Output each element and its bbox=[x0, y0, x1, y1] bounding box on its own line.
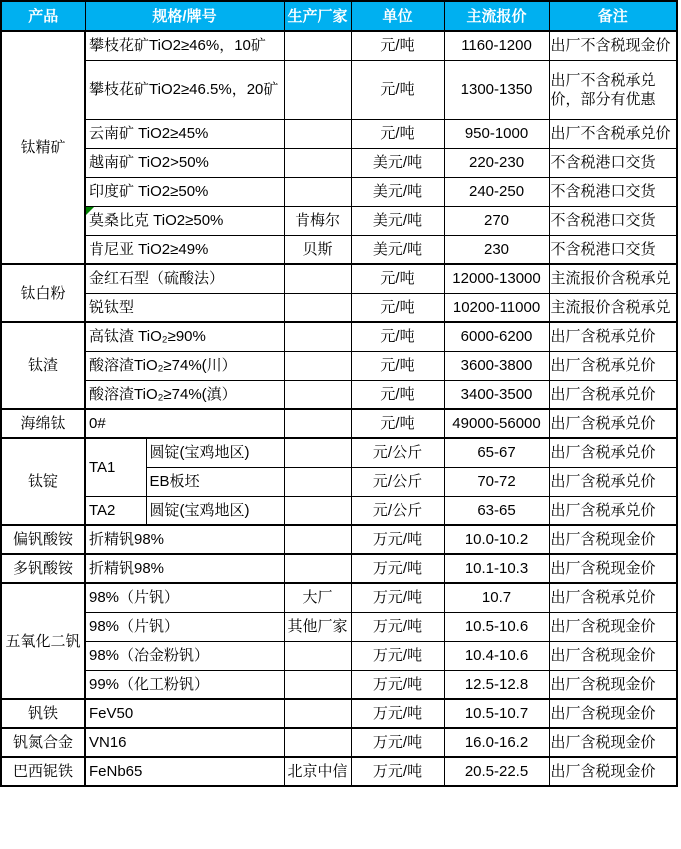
unit-cell: 元/吨 bbox=[351, 351, 444, 380]
manufacturer-cell bbox=[284, 322, 351, 351]
unit-cell: 万元/吨 bbox=[351, 641, 444, 670]
price-cell: 12000-13000 bbox=[444, 264, 549, 293]
product-cell: 偏钒酸铵 bbox=[1, 525, 85, 554]
unit-cell: 万元/吨 bbox=[351, 554, 444, 583]
product-cell: 钒氮合金 bbox=[1, 728, 85, 757]
product-cell: 巴西铌铁 bbox=[1, 757, 85, 786]
note-cell: 出厂含税现金价 bbox=[549, 670, 677, 699]
unit-cell: 元/吨 bbox=[351, 293, 444, 322]
spec-cell: 金红石型（硫酸法） bbox=[85, 264, 284, 293]
spec-cell: 攀枝花矿TiO2≥46%，10矿 bbox=[85, 31, 284, 60]
spec-cell: 攀枝花矿TiO2≥46.5%，20矿 bbox=[85, 60, 284, 119]
price-cell: 10.4-10.6 bbox=[444, 641, 549, 670]
table-row bbox=[1, 525, 677, 554]
spec-cell: 酸溶渣TiO₂≥74%(川） bbox=[85, 351, 284, 380]
spec-cell: FeV50 bbox=[85, 699, 284, 728]
spec-cell: 圆锭(宝鸡地区) bbox=[146, 438, 284, 467]
price-cell: 20.5-22.5 bbox=[444, 757, 549, 786]
price-cell: 1300-1350 bbox=[444, 60, 549, 119]
product-cell: 钛白粉 bbox=[1, 264, 85, 322]
table-row bbox=[1, 554, 677, 583]
price-cell: 16.0-16.2 bbox=[444, 728, 549, 757]
manufacturer-cell bbox=[284, 525, 351, 554]
note-cell: 出厂含税承兑价 bbox=[549, 380, 677, 409]
note-cell: 不含税港口交货 bbox=[549, 177, 677, 206]
manufacturer-cell bbox=[284, 467, 351, 496]
header-manufacturer: 生产厂家 bbox=[284, 1, 351, 31]
table-row bbox=[1, 670, 677, 699]
unit-cell: 元/吨 bbox=[351, 119, 444, 148]
price-cell: 49000-56000 bbox=[444, 409, 549, 438]
header-row bbox=[1, 1, 677, 31]
unit-cell: 元/吨 bbox=[351, 31, 444, 60]
note-cell: 不含税港口交货 bbox=[549, 235, 677, 264]
spec-cell: 印度矿 TiO2≥50% bbox=[85, 177, 284, 206]
manufacturer-cell: 大厂 bbox=[284, 583, 351, 612]
note-cell: 不含税港口交货 bbox=[549, 148, 677, 177]
manufacturer-cell: 肯梅尔 bbox=[284, 206, 351, 235]
unit-cell: 元/吨 bbox=[351, 264, 444, 293]
table-row bbox=[1, 31, 677, 60]
unit-cell: 元/公斤 bbox=[351, 467, 444, 496]
note-cell: 出厂不含税现金价 bbox=[549, 31, 677, 60]
note-cell: 出厂含税现金价 bbox=[549, 525, 677, 554]
note-cell: 出厂含税现金价 bbox=[549, 757, 677, 786]
unit-cell: 万元/吨 bbox=[351, 728, 444, 757]
note-cell: 出厂含税承兑价 bbox=[549, 496, 677, 525]
price-cell: 10200-11000 bbox=[444, 293, 549, 322]
note-cell: 出厂不含税承兑价 bbox=[549, 119, 677, 148]
spec-text: 莫桑比克 TiO2≥50% bbox=[89, 212, 224, 229]
unit-cell: 美元/吨 bbox=[351, 148, 444, 177]
table-row bbox=[1, 757, 677, 786]
product-cell: 海绵钛 bbox=[1, 409, 85, 438]
table-row bbox=[1, 60, 677, 119]
unit-cell: 万元/吨 bbox=[351, 757, 444, 786]
note-cell: 主流报价含税承兑 bbox=[549, 293, 677, 322]
manufacturer-cell bbox=[284, 60, 351, 119]
spec-cell: 98%（片钒） bbox=[85, 583, 284, 612]
unit-cell: 万元/吨 bbox=[351, 583, 444, 612]
price-cell: 240-250 bbox=[444, 177, 549, 206]
table-row bbox=[1, 438, 677, 467]
manufacturer-cell bbox=[284, 177, 351, 206]
unit-cell: 元/吨 bbox=[351, 380, 444, 409]
manufacturer-cell bbox=[284, 293, 351, 322]
table-row bbox=[1, 641, 677, 670]
note-cell: 出厂含税现金价 bbox=[549, 699, 677, 728]
note-cell: 出厂不含税承兑价，部分有优惠 bbox=[549, 60, 677, 119]
price-cell: 10.5-10.7 bbox=[444, 699, 549, 728]
manufacturer-cell bbox=[284, 409, 351, 438]
product-cell: 钒铁 bbox=[1, 699, 85, 728]
spec-cell: 折精钒98% bbox=[85, 554, 284, 583]
table-row bbox=[1, 583, 677, 612]
note-cell: 出厂含税现金价 bbox=[549, 612, 677, 641]
unit-cell: 元/公斤 bbox=[351, 438, 444, 467]
unit-cell: 万元/吨 bbox=[351, 525, 444, 554]
unit-cell: 万元/吨 bbox=[351, 699, 444, 728]
manufacturer-cell bbox=[284, 119, 351, 148]
table-row bbox=[1, 496, 677, 525]
table-row bbox=[1, 206, 677, 235]
price-cell: 70-72 bbox=[444, 467, 549, 496]
spec-cell: 折精钒98% bbox=[85, 525, 284, 554]
table-row bbox=[1, 235, 677, 264]
manufacturer-cell: 北京中信 bbox=[284, 757, 351, 786]
manufacturer-cell bbox=[284, 728, 351, 757]
note-cell: 出厂含税承兑价 bbox=[549, 438, 677, 467]
table-row bbox=[1, 119, 677, 148]
product-cell: 五氧化二钒 bbox=[1, 583, 85, 699]
unit-cell: 元/公斤 bbox=[351, 496, 444, 525]
unit-cell: 美元/吨 bbox=[351, 177, 444, 206]
manufacturer-cell bbox=[284, 670, 351, 699]
table-row bbox=[1, 699, 677, 728]
price-cell: 10.1-10.3 bbox=[444, 554, 549, 583]
price-cell: 3600-3800 bbox=[444, 351, 549, 380]
unit-cell: 元/吨 bbox=[351, 60, 444, 119]
note-cell: 不含税港口交货 bbox=[549, 206, 677, 235]
table-row bbox=[1, 728, 677, 757]
manufacturer-cell: 其他厂家 bbox=[284, 612, 351, 641]
unit-cell: 美元/吨 bbox=[351, 235, 444, 264]
spec-cell: EB板坯 bbox=[146, 467, 284, 496]
unit-cell: 元/吨 bbox=[351, 409, 444, 438]
price-cell: 950-1000 bbox=[444, 119, 549, 148]
price-cell: 65-67 bbox=[444, 438, 549, 467]
manufacturer-cell bbox=[284, 264, 351, 293]
price-cell: 1160-1200 bbox=[444, 31, 549, 60]
spec-cell: 高钛渣 TiO₂≥90% bbox=[85, 322, 284, 351]
manufacturer-cell bbox=[284, 699, 351, 728]
table-row bbox=[1, 612, 677, 641]
manufacturer-cell bbox=[284, 380, 351, 409]
spec-cell: FeNb65 bbox=[85, 757, 284, 786]
unit-cell: 万元/吨 bbox=[351, 670, 444, 699]
note-cell: 出厂含税现金价 bbox=[549, 641, 677, 670]
manufacturer-cell bbox=[284, 438, 351, 467]
unit-cell: 美元/吨 bbox=[351, 206, 444, 235]
table-row bbox=[1, 148, 677, 177]
manufacturer-cell: 贝斯 bbox=[284, 235, 351, 264]
note-cell: 出厂含税承兑价 bbox=[549, 467, 677, 496]
product-cell: 多钒酸铵 bbox=[1, 554, 85, 583]
price-cell: 10.0-10.2 bbox=[444, 525, 549, 554]
grade-cell: TA2 bbox=[85, 496, 146, 525]
price-cell: 6000-6200 bbox=[444, 322, 549, 351]
product-cell: 钛精矿 bbox=[1, 31, 85, 264]
spec-cell: 锐钛型 bbox=[85, 293, 284, 322]
header-product: 产品 bbox=[1, 1, 85, 31]
manufacturer-cell bbox=[284, 496, 351, 525]
price-cell: 10.7 bbox=[444, 583, 549, 612]
header-unit: 单位 bbox=[351, 1, 444, 31]
spec-cell: 酸溶渣TiO₂≥74%(滇） bbox=[85, 380, 284, 409]
header-spec: 规格/牌号 bbox=[85, 1, 284, 31]
manufacturer-cell bbox=[284, 148, 351, 177]
table-row bbox=[1, 409, 677, 438]
price-cell: 3400-3500 bbox=[444, 380, 549, 409]
manufacturer-cell bbox=[284, 351, 351, 380]
spec-cell: 越南矿 TiO2>50% bbox=[85, 148, 284, 177]
price-cell: 220-230 bbox=[444, 148, 549, 177]
table-row bbox=[1, 293, 677, 322]
manufacturer-cell bbox=[284, 641, 351, 670]
spec-cell: VN16 bbox=[85, 728, 284, 757]
note-cell: 出厂含税承兑价 bbox=[549, 322, 677, 351]
note-cell: 出厂含税承兑价 bbox=[549, 409, 677, 438]
price-cell: 63-65 bbox=[444, 496, 549, 525]
price-cell: 12.5-12.8 bbox=[444, 670, 549, 699]
price-cell: 270 bbox=[444, 206, 549, 235]
note-cell: 出厂含税承兑价 bbox=[549, 583, 677, 612]
spec-cell: 98%（冶金粉钒） bbox=[85, 641, 284, 670]
product-cell: 钛渣 bbox=[1, 322, 85, 409]
unit-cell: 万元/吨 bbox=[351, 612, 444, 641]
note-cell: 出厂含税承兑价 bbox=[549, 351, 677, 380]
manufacturer-cell bbox=[284, 554, 351, 583]
table-row bbox=[1, 264, 677, 293]
unit-cell: 元/吨 bbox=[351, 322, 444, 351]
grade-cell: TA1 bbox=[85, 438, 146, 496]
spec-cell: 98%（片钒） bbox=[85, 612, 284, 641]
table-row bbox=[1, 322, 677, 351]
note-cell: 主流报价含税承兑 bbox=[549, 264, 677, 293]
spec-cell: 99%（化工粉钒） bbox=[85, 670, 284, 699]
spec-cell bbox=[85, 206, 284, 235]
header-note: 备注 bbox=[549, 1, 677, 31]
table-row bbox=[1, 380, 677, 409]
spec-cell: 云南矿 TiO2≥45% bbox=[85, 119, 284, 148]
spec-cell: 0# bbox=[85, 409, 284, 438]
comment-marker-icon bbox=[86, 207, 94, 215]
spec-cell: 圆锭(宝鸡地区) bbox=[146, 496, 284, 525]
price-cell: 230 bbox=[444, 235, 549, 264]
product-cell: 钛锭 bbox=[1, 438, 85, 525]
header-price: 主流报价 bbox=[444, 1, 549, 31]
note-cell: 出厂含税现金价 bbox=[549, 728, 677, 757]
table-row bbox=[1, 351, 677, 380]
price-cell: 10.5-10.6 bbox=[444, 612, 549, 641]
table-row bbox=[1, 177, 677, 206]
note-cell: 出厂含税现金价 bbox=[549, 554, 677, 583]
manufacturer-cell bbox=[284, 31, 351, 60]
spec-cell: 肯尼亚 TiO2≥49% bbox=[85, 235, 284, 264]
